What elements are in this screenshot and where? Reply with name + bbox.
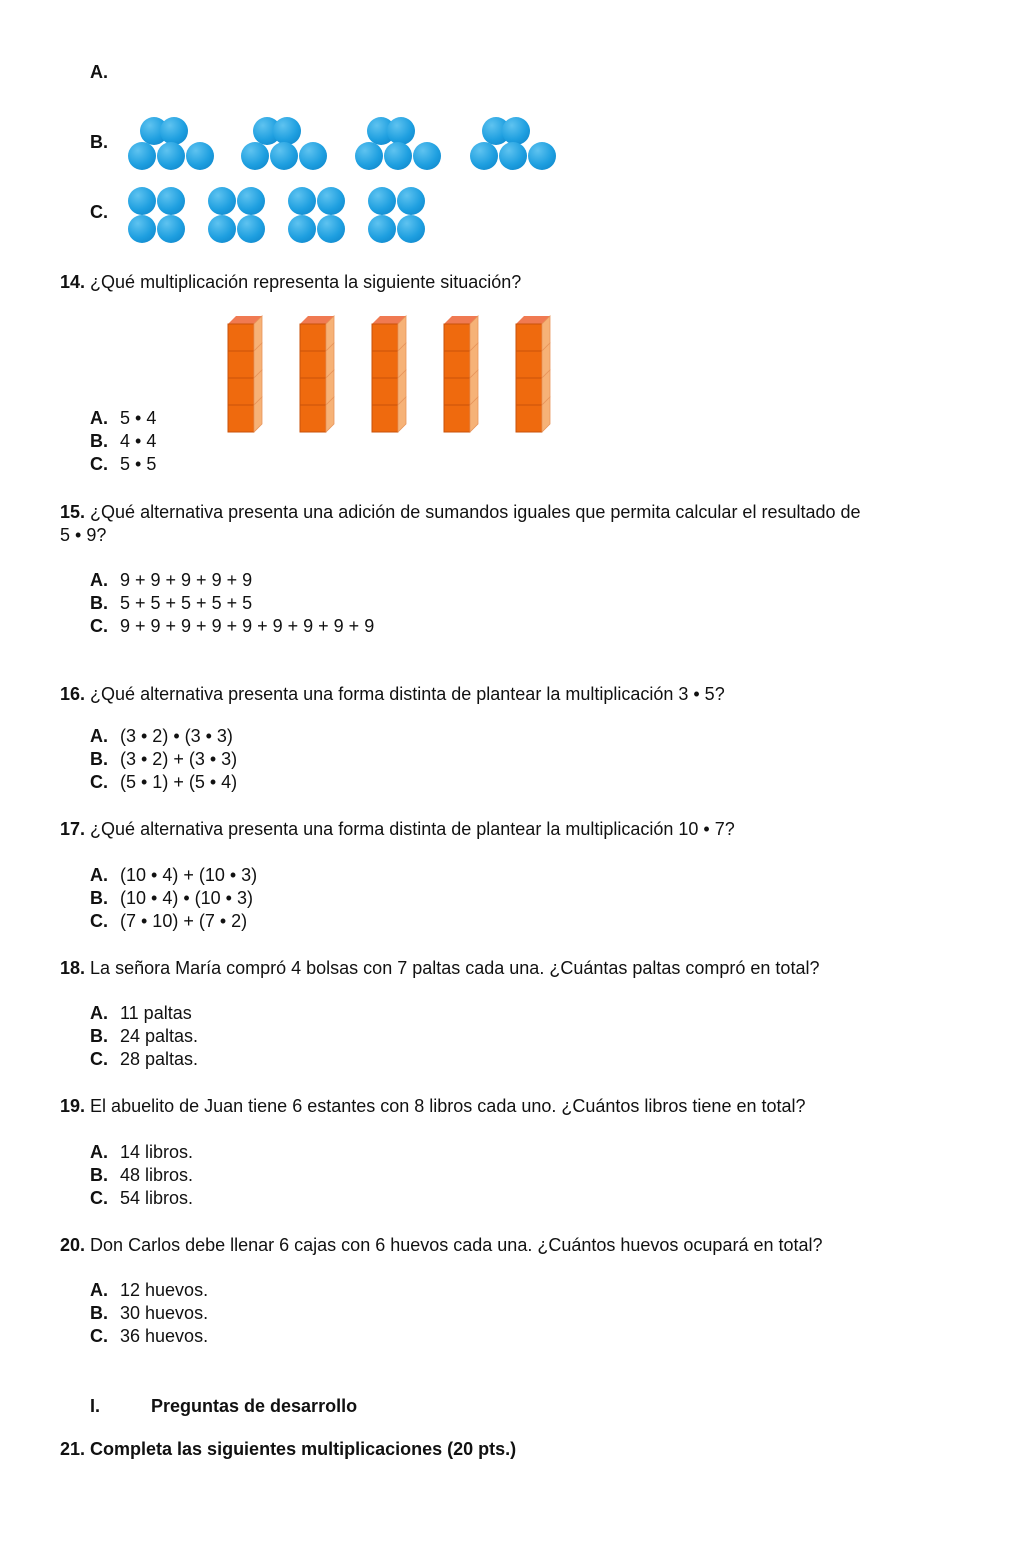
ball [208,187,236,215]
question-text: ¿Qué alternativa presenta una forma distinta de plantear la multiplicación 3 • 5? [90,684,725,704]
ball [208,215,236,243]
section-title: Preguntas de desarrollo [151,1396,358,1416]
ball [299,142,327,170]
cube [228,324,254,351]
option-a[interactable]: A. 5 • 4 [90,408,157,428]
ball [470,142,498,170]
ball [387,117,415,145]
ball [128,187,156,215]
cube [228,351,254,378]
cube [516,378,542,405]
ball [241,142,269,170]
ball [317,215,345,243]
cube [300,324,326,351]
option-b[interactable]: B. 48 libros. [90,1165,194,1185]
cube-tower [516,316,550,432]
cube [372,351,398,378]
question-20 [60,1234,823,1257]
ball [397,187,425,215]
option-a[interactable]: A. 9 + 9 + 9 + 9 + 9 [90,570,253,590]
question-text: La señora María compró 4 bolsas con 7 paltas cada una. ¿Cuántas paltas compró en total? [90,958,820,978]
option-a-label: A. [90,62,108,82]
cube-tower [228,316,262,432]
option-a[interactable]: A. (10 • 4) + (10 • 3) [90,865,258,885]
option-c-label: C. [90,202,108,222]
question-19 [60,1095,806,1118]
question-15-line2: 5 • 9? [60,525,107,545]
question-21: 21. Completa las siguientes multiplicaciones (20 pts.) [60,1439,517,1459]
option-a[interactable]: A. 14 libros. [90,1142,194,1162]
option-a[interactable]: A. 12 huevos. [90,1280,209,1300]
ball [413,142,441,170]
ball [288,187,316,215]
option-c[interactable]: C. 5 • 5 [90,454,157,474]
cube [372,405,398,432]
cube [372,378,398,405]
ball [355,142,383,170]
question-text: Don Carlos debe llenar 6 cajas con 6 huevos cada una. ¿Cuántos huevos ocupará en total? [90,1235,823,1255]
ball [237,215,265,243]
cube [516,405,542,432]
ball [397,215,425,243]
option-c[interactable]: C. (7 • 10) + (7 • 2) [90,911,248,931]
option-c[interactable]: C. 28 paltas. [90,1049,199,1069]
cube [372,324,398,351]
ball [237,187,265,215]
option-a[interactable]: A. 11 paltas [90,1003,192,1023]
ball [368,187,396,215]
question-16 [60,683,725,706]
cube [444,378,470,405]
question-text: ¿Qué alternativa presenta una forma distinta de plantear la multiplicación 10 • 7? [90,819,735,839]
ball [186,142,214,170]
cube [444,405,470,432]
option-c[interactable]: C. 9 + 9 + 9 + 9 + 9 + 9 + 9 + 9 + 9 [90,616,375,636]
option-a[interactable]: A. (3 • 2) • (3 • 3) [90,726,233,746]
question-text: ¿Qué alternativa presenta una adición de sumandos iguales que permita calcular el resultado de [90,502,861,522]
question-15 [60,501,861,524]
cube [228,405,254,432]
ball [157,187,185,215]
cube [444,351,470,378]
option-b[interactable]: B. 4 • 4 [90,431,157,451]
question-number: 15. [60,502,86,522]
option-b-label: B. [90,132,108,152]
cube [444,324,470,351]
ball [128,142,156,170]
option-c[interactable]: C. 54 libros. [90,1188,194,1208]
question-number: 19. [60,1096,86,1116]
option-c[interactable]: C. 36 huevos. [90,1326,209,1346]
ball [502,117,530,145]
cube [300,351,326,378]
cube [516,324,542,351]
ball [157,142,185,170]
question-number: 16. [60,684,86,704]
question-18 [60,957,819,980]
ball [368,215,396,243]
question-number: 17. [60,819,86,839]
question-number: 18. [60,958,86,978]
cube-towers-figure [220,312,560,442]
ball [157,215,185,243]
question-14 [60,271,521,294]
option-c[interactable]: C. (5 • 1) + (5 • 4) [90,772,238,792]
ball [128,215,156,243]
question-number: 20. [60,1235,86,1255]
ball [160,117,188,145]
section-numeral: I. [90,1396,101,1416]
option-b[interactable]: B. 24 paltas. [90,1026,199,1046]
option-b[interactable]: B. (3 • 2) + (3 • 3) [90,749,238,769]
question-number: 14. [60,272,86,292]
cube-tower [444,316,478,432]
ball [499,142,527,170]
option-b[interactable]: B. 30 huevos. [90,1303,209,1323]
cube [516,351,542,378]
ball [528,142,556,170]
cube [300,378,326,405]
ball [384,142,412,170]
question-text: El abuelito de Juan tiene 6 estantes con 8 libros cada uno. ¿Cuántos libros tiene en total? [90,1096,806,1116]
option-b[interactable]: B. 5 + 5 + 5 + 5 + 5 [90,593,253,613]
question-text: ¿Qué multiplicación representa la siguiente situación? [90,272,522,292]
cube-tower [300,316,334,432]
option-b[interactable]: B. (10 • 4) • (10 • 3) [90,888,253,908]
ball [317,187,345,215]
cube [228,378,254,405]
ball [270,142,298,170]
ball [273,117,301,145]
question-17 [60,818,735,841]
cube-tower [372,316,406,432]
cube [300,405,326,432]
ball [288,215,316,243]
